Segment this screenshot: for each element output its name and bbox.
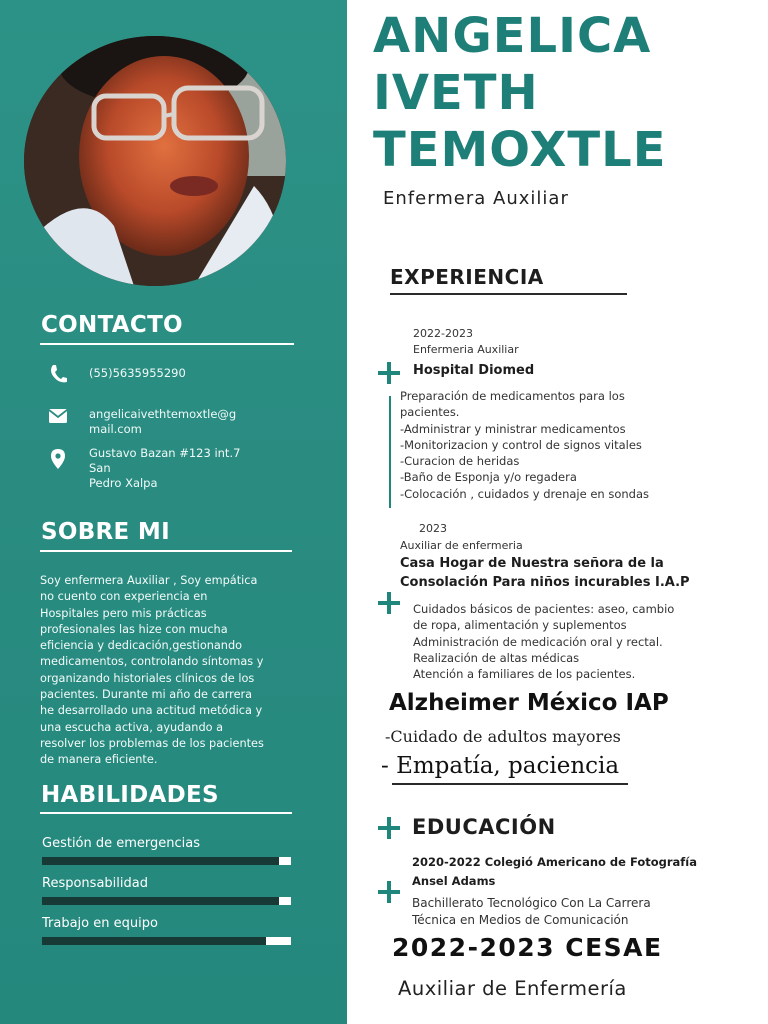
name-line: IVETH — [373, 65, 539, 121]
email-line-2: mail.com — [89, 422, 142, 436]
duty-line: -Administrar y ministrar medicamentos — [400, 421, 626, 436]
name-line: ANGELICA — [373, 8, 652, 64]
duty-line: Cuidados básicos de pacientes: aseo, cambio — [413, 602, 675, 616]
about-line: profesionales las hize con mucha — [40, 622, 228, 636]
duty-line: -Baño de Esponja y/o regadera — [400, 470, 577, 485]
contact-address-row — [47, 446, 241, 490]
education-description — [412, 895, 651, 929]
skill-bar — [42, 857, 291, 865]
about-line: medicamentos, controlando síntomas y — [40, 655, 264, 669]
duty-line: Preparación de medicamentos para los — [400, 389, 625, 403]
duty-line: Realización de altas médicas — [413, 650, 580, 665]
email-address[interactable] — [89, 407, 264, 437]
job-title: Enfermeria Auxiliar — [413, 343, 519, 356]
job-title: Enfermera Auxiliar — [383, 188, 569, 209]
skill-bar-fill — [42, 897, 279, 905]
skills-divider — [40, 812, 292, 814]
about-heading: SOBRE MI — [41, 519, 170, 545]
email-line-1: angelicaivethtemoxtle@g — [89, 407, 237, 421]
about-divider — [40, 550, 292, 552]
phone-icon — [47, 363, 69, 385]
job-duties — [400, 388, 649, 502]
extra-experience-title: Alzheimer México IAP — [389, 690, 669, 716]
portrait-image — [24, 36, 286, 286]
duty-line: Atención a familiares de los pacientes. — [413, 667, 636, 682]
place-line: Consolación Para niños incurables I.A.P — [400, 575, 690, 590]
desc-line: Bachillerato Tecnológico Con La Carrera — [412, 896, 651, 910]
job-title: Auxiliar de enfermeria — [400, 539, 523, 552]
duty-line: de ropa, alimentación y suplementos — [413, 618, 627, 633]
job-place — [400, 554, 690, 592]
about-line: de manera eficiente. — [40, 753, 158, 767]
plus-icon — [378, 592, 400, 614]
experience-heading: EXPERIENCIA — [390, 265, 544, 289]
home-address — [89, 446, 264, 491]
name-line: TEMOXTLE — [373, 122, 667, 178]
extra-experience-line: -Cuidado de adultos mayores — [385, 727, 621, 746]
about-paragraph — [40, 573, 292, 769]
job-place: Hospital Diomed — [413, 363, 535, 378]
extra-experience-underline — [392, 783, 628, 785]
duty-line: -Monitorizacion y control de signos vitales — [400, 437, 642, 452]
about-line: organizando historiales clínicos de los — [40, 671, 255, 685]
skill-bar-fill — [42, 937, 266, 945]
contact-divider — [40, 343, 294, 345]
contact-email-row — [47, 405, 237, 436]
education-heading: EDUCACIÓN — [412, 815, 556, 839]
place-line: Casa Hogar de Nuestra señora de la — [400, 556, 664, 571]
about-line: Hospitales pero mis prácticas — [40, 606, 207, 620]
experience-divider — [390, 293, 627, 295]
school-line: Ansel Adams — [412, 874, 496, 888]
duty-line: -Curacion de heridas — [400, 454, 520, 469]
about-line: resolver los problemas de los pacientes — [40, 736, 264, 750]
about-line: pacientes. Durante mi año de carrera — [40, 688, 253, 702]
job-duties — [413, 601, 674, 682]
plus-icon — [378, 362, 400, 384]
skill-bar — [42, 937, 291, 945]
contact-phone-row — [47, 363, 186, 385]
about-line: Soy enfermera Auxiliar , Soy empática — [40, 574, 258, 587]
sidebar — [0, 0, 347, 1024]
about-line: eficiencia y dedicación,gestionando — [40, 639, 243, 653]
job-years: 2022-2023 — [413, 327, 473, 340]
skill-label: Gestión de emergencias — [42, 836, 201, 851]
full-name — [373, 8, 763, 179]
desc-line: Técnica en Medios de Comunicación — [412, 913, 629, 927]
skills-heading: HABILIDADES — [41, 782, 219, 808]
extra-education-subtitle: Auxiliar de Enfermería — [398, 977, 627, 1000]
skill-label: Trabajo en equipo — [42, 916, 158, 931]
profile-photo — [24, 36, 286, 286]
about-line: no cuento con experiencia en — [40, 590, 208, 604]
contact-heading: CONTACTO — [41, 312, 183, 338]
about-line: una escucha activa, ayudando a — [40, 720, 224, 734]
duty-line: -Colocación , cuidados y drenaje en sondas — [400, 486, 650, 501]
duty-line: Administración de medicación oral y rectal. — [413, 634, 663, 649]
extra-experience-line: - Empatía, paciencia — [381, 753, 620, 779]
address-line-2: Pedro Xalpa — [89, 476, 158, 490]
address-line-1: Gustavo Bazan #123 int.7 San — [89, 446, 241, 475]
plus-icon — [378, 817, 400, 839]
job-years: 2023 — [419, 522, 447, 535]
timeline-line — [389, 396, 391, 508]
duty-line: pacientes. — [400, 405, 460, 420]
skill-bar — [42, 897, 291, 905]
school-line: 2020-2022 Colegió Americano de Fotografía — [412, 855, 698, 869]
mail-icon — [47, 405, 69, 427]
education-school — [412, 853, 732, 891]
extra-education-title: 2022-2023 CESAE — [392, 933, 663, 962]
plus-icon — [378, 881, 400, 903]
skill-bar-fill — [42, 857, 279, 865]
skill-label: Responsabilidad — [42, 876, 148, 891]
about-line: he desarrollado una actitud metódica y — [40, 704, 263, 718]
phone-number[interactable]: (55)5635955290 — [89, 366, 186, 380]
location-pin-icon — [47, 448, 69, 470]
